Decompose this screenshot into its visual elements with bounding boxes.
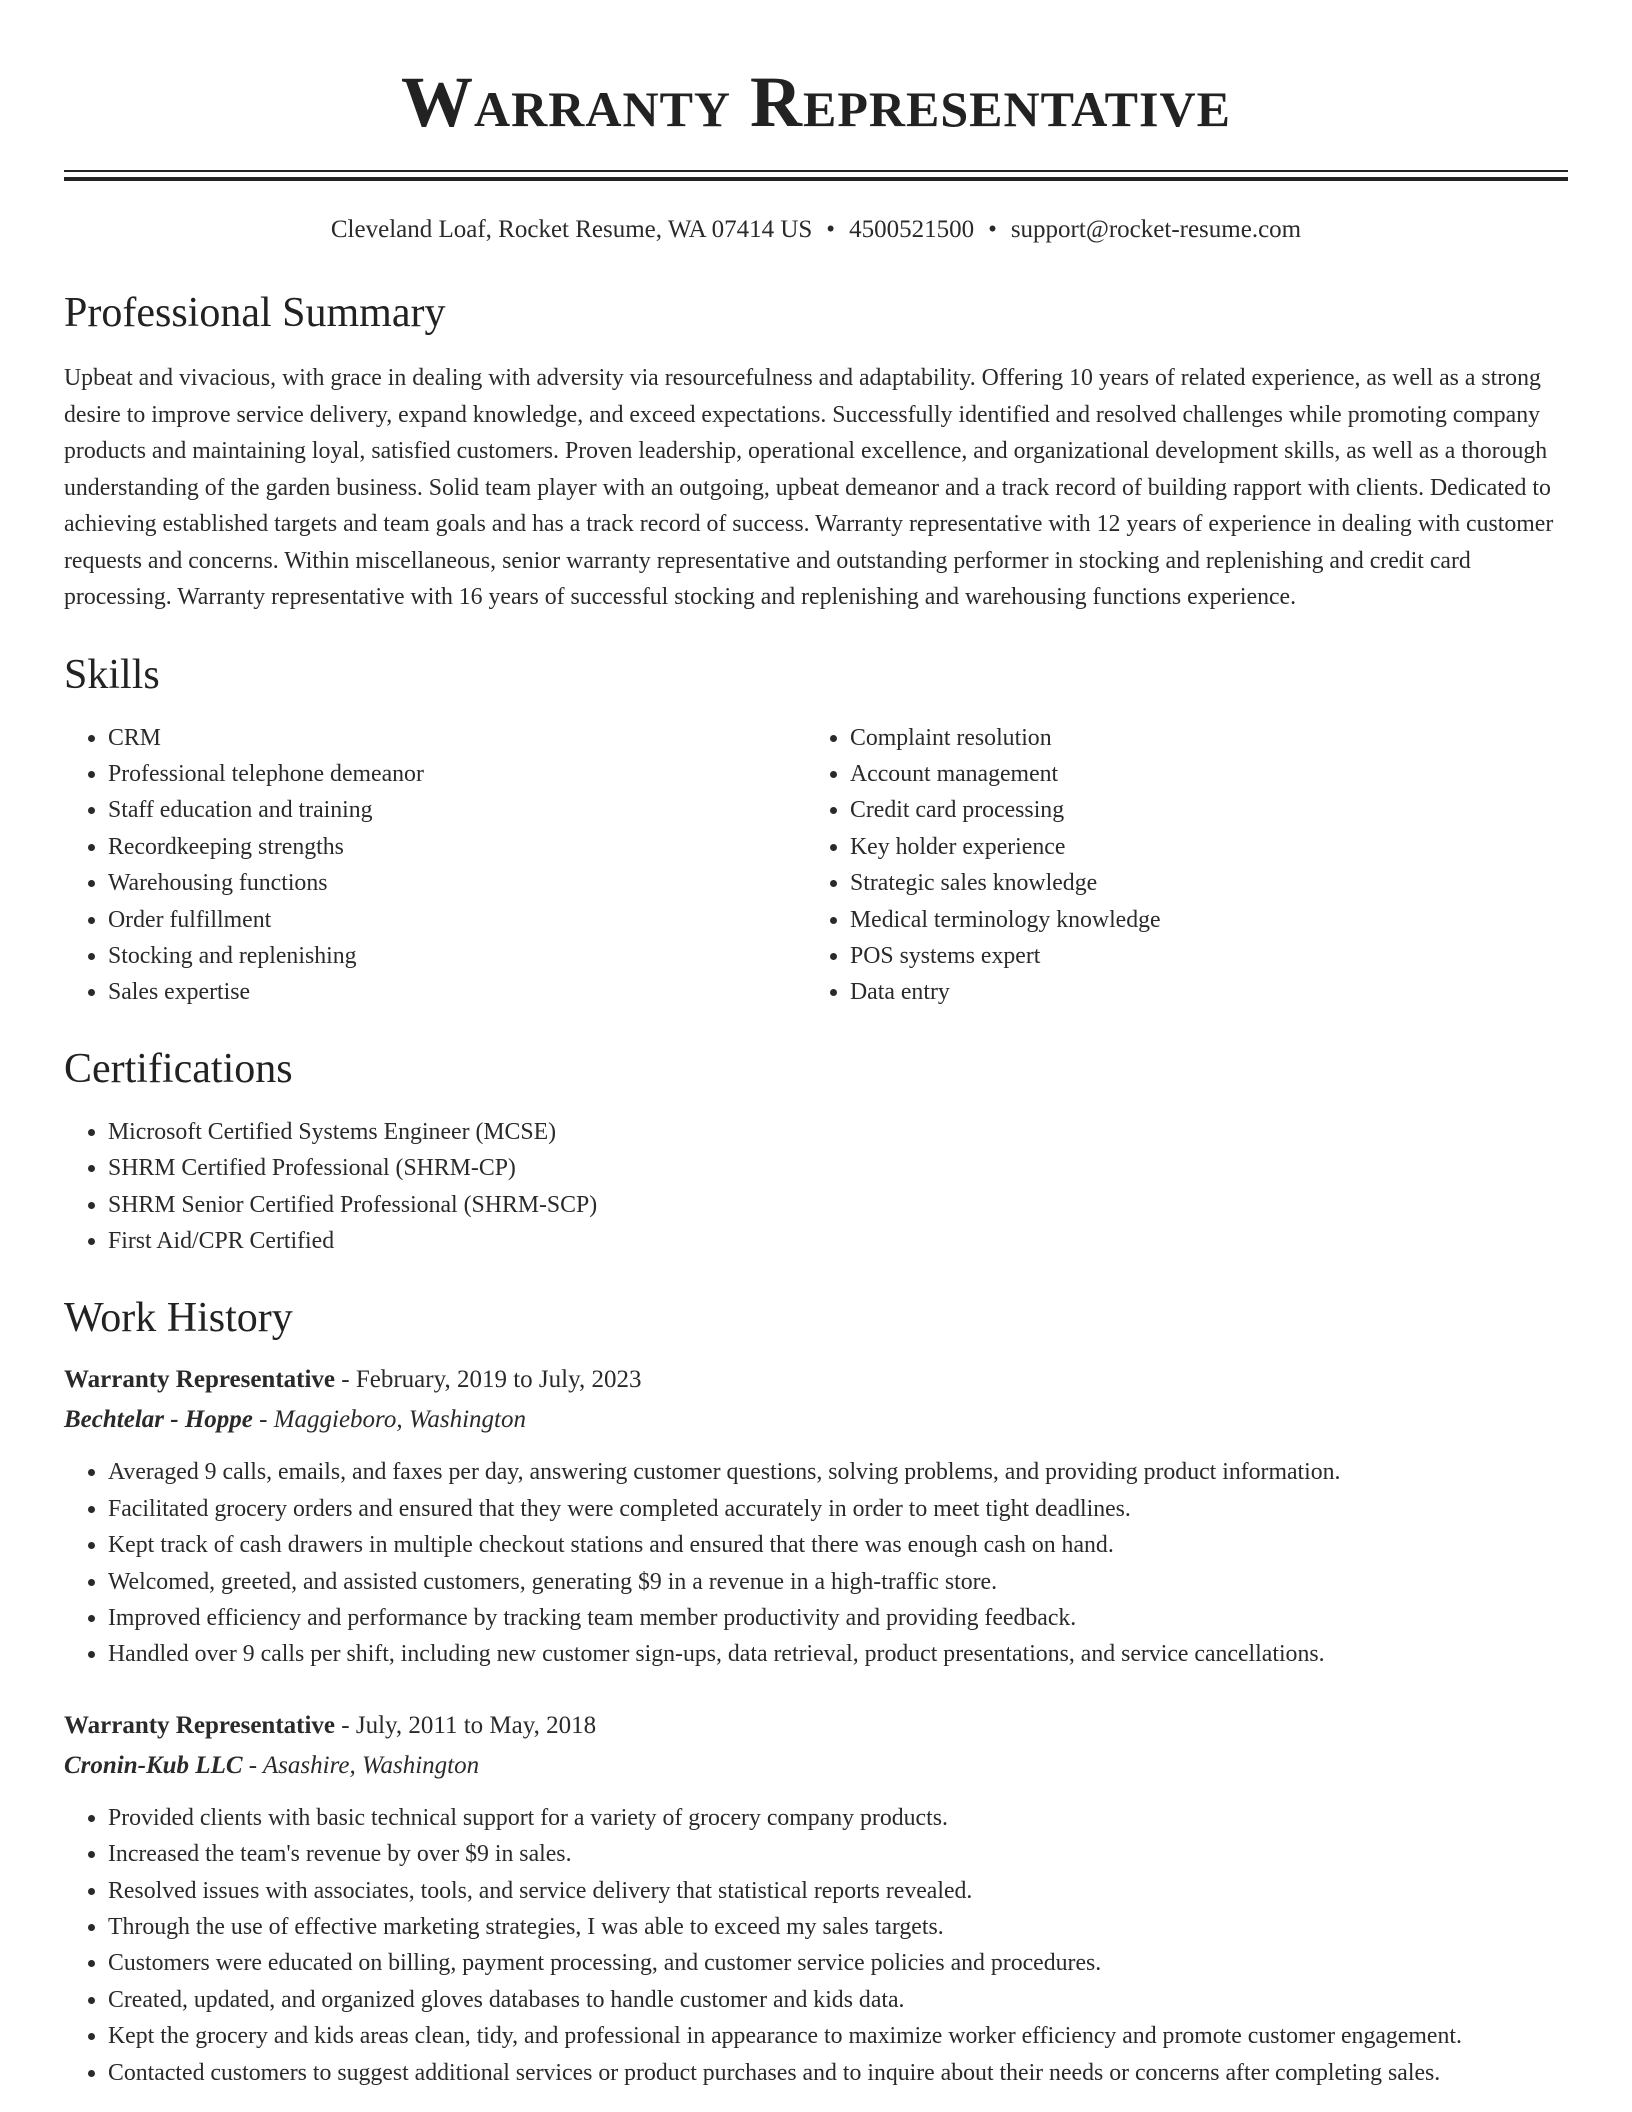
skill-item: • Staff education and training xyxy=(108,792,806,828)
job-company-line: Cronin-Kub LLC - Asashire, Washington xyxy=(64,1751,480,1779)
skill-item: • Account management xyxy=(850,756,1548,792)
job-dates: July, 2011 to May, 2018 xyxy=(355,1711,597,1739)
job-bullets xyxy=(64,1454,1568,1672)
job-bullet: • Created, updated, and organized gloves databases to handle customer and kids data. xyxy=(108,1982,1568,2018)
job-role: Warranty Representative xyxy=(64,1711,336,1739)
summary-heading: Professional Summary xyxy=(64,290,446,336)
job-location: Asashire, Washington xyxy=(262,1751,480,1779)
contact-address: Cleveland Loaf, Rocket Resume, WA 07414 US xyxy=(330,216,813,243)
job-company: Bechtelar - Hoppe xyxy=(64,1406,253,1434)
job-bullet: • Provided clients with basic technical support for a variety of grocery company products. xyxy=(108,1800,1568,1836)
job-bullet: • Kept track of cash drawers in multiple checkout stations and ensured that there was enough cash on hand. xyxy=(108,1527,1568,1563)
skills-left-column xyxy=(64,720,806,1011)
skill-item: • Strategic sales knowledge xyxy=(850,865,1548,901)
skill-item: • Warehousing functions xyxy=(108,865,806,901)
job-bullet: • Facilitated grocery orders and ensured that they were completed accurately in order to meet tight deadlines. xyxy=(108,1491,1568,1527)
skill-item: • Professional telephone demeanor xyxy=(108,756,806,792)
job-bullet: • Handled over 9 calls per shift, including new customer sign-ups, data retrieval, product presentations, and service cancellations. xyxy=(108,1636,1568,1672)
job-company-line: Bechtelar - Hoppe - Maggieboro, Washington xyxy=(64,1406,527,1434)
summary-text: Upbeat and vivacious, with grace in dealing with adversity via resourcefulness and adaptability. Offering 10 years of related experience, as well as a strong desire to improve service delivery, expand knowledge, and exceed expectations. Successfully identified and resolved challenges while promoting company products and maintaining loyal, satisfied customers. Proven leadership, operational excellence, and organizational development skills, as well as a thorough understanding of the garden business. Solid team player with an outgoing, upbeat demeanor and a track record of building rapport with clients. Dedicated to achieving established targets and team goals and has a track record of success. Warranty representative with 12 years of experience in dealing with customer requests and concerns. Within miscellaneous, senior warranty representative and outstanding performer in stocking and replenishing and credit card processing. Warranty representative with 16 years of successful stocking and replenishing and warehousing functions experience. xyxy=(64,365,1554,610)
job-company: Cronin-Kub LLC xyxy=(64,1751,243,1779)
job-dates: February, 2019 to July, 2023 xyxy=(355,1366,642,1394)
job-bullets xyxy=(64,1800,1568,2091)
skill-item: • Stocking and replenishing xyxy=(108,938,806,974)
skills-columns xyxy=(64,720,1568,1011)
job-bullet: • Contacted customers to suggest additional services or product purchases and to inquire about their needs or concerns after completing sales. xyxy=(108,2055,1568,2091)
job-bullet: • Improved efficiency and performance by tracking team member productivity and providing feedback. xyxy=(108,1600,1568,1636)
job-role: Warranty Representative xyxy=(64,1366,336,1394)
job-title-line: Warranty Representative - February, 2019 to July, 2023 xyxy=(64,1366,642,1394)
job-location: Maggieboro, Washington xyxy=(273,1406,527,1434)
resume-name: Warranty Representative xyxy=(401,62,1231,142)
skills-right-list xyxy=(806,720,1548,1011)
skills-left-list xyxy=(64,720,806,1011)
certification-item: • Microsoft Certified Systems Engineer (MCSE) xyxy=(108,1114,1568,1150)
contact-separator: • xyxy=(988,216,997,243)
skill-item: • Complaint resolution xyxy=(850,720,1548,756)
skill-item: • POS systems expert xyxy=(850,938,1548,974)
work-history-heading: Work History xyxy=(64,1295,293,1342)
contact-phone: 4500521500 xyxy=(849,216,975,243)
job-bullet: • Increased the team's revenue by over $9 in sales. xyxy=(108,1836,1568,1872)
skills-heading: Skills xyxy=(64,651,160,698)
contact-email: support@rocket-resume.com xyxy=(1010,216,1302,243)
skill-item: • Recordkeeping strengths xyxy=(108,829,806,865)
job-entry xyxy=(64,1713,1568,2091)
skill-item: • Credit card processing xyxy=(850,792,1548,828)
job-bullet: • Through the use of effective marketing strategies, I was able to exceed my sales targets. xyxy=(108,1909,1568,1945)
job-bullet: • Kept the grocery and kids areas clean, tidy, and professional in appearance to maximize worker efficiency and promote customer engagement. xyxy=(108,2018,1568,2054)
header-double-rule xyxy=(64,170,1568,181)
skill-item: • Key holder experience xyxy=(850,829,1548,865)
certifications-list xyxy=(64,1114,1568,1260)
skill-item: • CRM xyxy=(108,720,806,756)
job-bullet: • Customers were educated on billing, payment processing, and customer service policies and procedures. xyxy=(108,1945,1568,1981)
skill-item: • Sales expertise xyxy=(108,974,806,1010)
job-bullet: • Welcomed, greeted, and assisted customers, generating $9 in a revenue in a high-traffic store. xyxy=(108,1564,1568,1600)
skill-item: • Medical terminology knowledge xyxy=(850,902,1548,938)
skills-right-column xyxy=(806,720,1548,1011)
certification-item: • SHRM Senior Certified Professional (SHRM-SCP) xyxy=(108,1187,1568,1223)
certifications-heading: Certifications xyxy=(64,1045,293,1092)
job-bullet: • Averaged 9 calls, emails, and faxes per day, answering customer questions, solving problems, and providing product information. xyxy=(108,1454,1568,1490)
job-bullet: • Resolved issues with associates, tools, and service delivery that statistical reports revealed. xyxy=(108,1873,1568,1909)
certification-item: • First Aid/CPR Certified xyxy=(108,1223,1568,1259)
skill-item: • Order fulfillment xyxy=(108,902,806,938)
certification-item: • SHRM Certified Professional (SHRM-CP) xyxy=(108,1150,1568,1186)
job-entry xyxy=(64,1367,1568,1672)
job-title-line: Warranty Representative - July, 2011 to May, 2018 xyxy=(64,1711,597,1739)
contact-separator: • xyxy=(826,216,836,243)
contact-line xyxy=(64,217,1568,242)
skill-item: • Data entry xyxy=(850,974,1548,1010)
